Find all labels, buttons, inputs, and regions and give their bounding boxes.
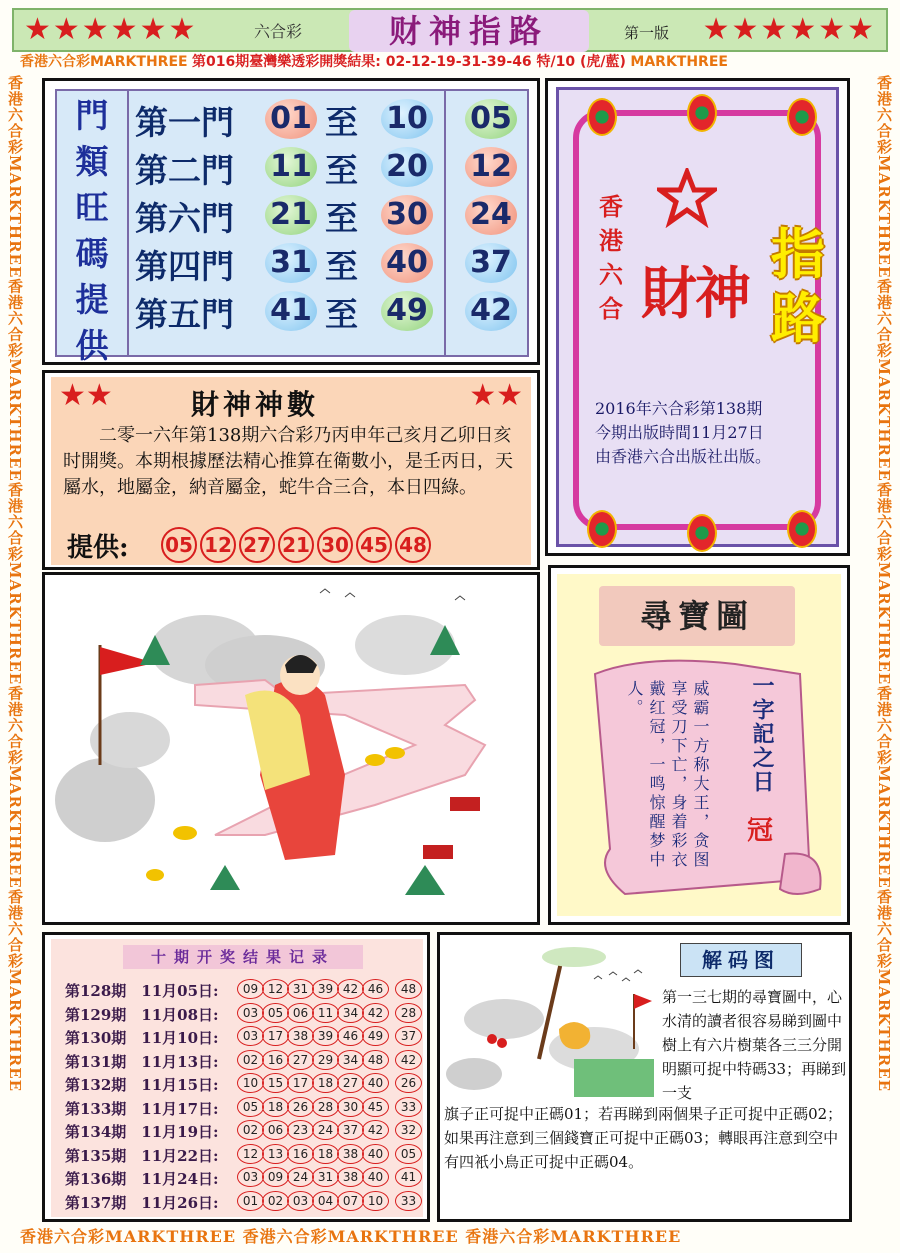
side-strip-right: 香港六合彩MARKTHREE香港六合彩MARKTHREE香港六合彩MARKTHREE香港六合彩MARKTHREE香港六合彩MARKTHREE	[875, 75, 893, 1093]
decode-text-top: 第一三七期的尋寶圖中，心水清的讀者很容易睇到圖中樹上有六片樹葉各三三分開明顯可捉中特碼33；再睇到一支	[662, 988, 847, 1102]
history-number: 16	[287, 1144, 314, 1164]
history-number: 46	[362, 979, 389, 999]
history-number: 12	[237, 1144, 264, 1164]
decode-title: 解码图	[680, 943, 802, 977]
history-number: 27	[287, 1050, 314, 1070]
history-number: 09	[262, 1167, 289, 1187]
gate-pick-ball: 24	[465, 195, 517, 235]
header-bar	[12, 8, 888, 52]
treasure-panel	[548, 565, 850, 925]
decode-text-bottom: 旗子正可捉中正碼01；若再睇到兩個果子正可捉中正碼02；如果再注意到三個錢寶正可捉中正碼03；轉眼再注意到空中有四衹小鳥正可捉中正碼04。	[444, 1105, 843, 1171]
gate-pick-ball: 42	[465, 291, 517, 331]
gate-from-ball: 21	[265, 195, 317, 235]
history-number: 30	[337, 1097, 364, 1117]
history-number: 23	[287, 1120, 314, 1140]
coin-icon	[787, 510, 817, 548]
gate-from-ball: 11	[265, 147, 317, 187]
header-stars-right: ★★★★★★	[702, 12, 876, 47]
history-number: 39	[312, 1026, 339, 1046]
history-row-label: 第130期 11月10日:	[65, 1029, 219, 1047]
history-number: 05	[262, 1003, 289, 1023]
history-number: 12	[262, 979, 289, 999]
history-number: 31	[287, 979, 314, 999]
history-number: 46	[337, 1026, 364, 1046]
bottom-strip: 香港六合彩MARKTHREE 香港六合彩MARKTHREE 香港六合彩MARKTHREE	[20, 1227, 682, 1246]
history-number: 38	[337, 1144, 364, 1164]
coin-icon	[687, 94, 717, 132]
history-number: 02	[237, 1120, 264, 1140]
history-row-label: 第132期 11月15日:	[65, 1076, 219, 1094]
lucky-numbers: 05 12 27 21 30 45 48	[161, 527, 434, 563]
history-number: 24	[312, 1120, 339, 1140]
lucky-title: 財神神數	[191, 388, 320, 421]
history-number: 42	[362, 1003, 389, 1023]
history-special-number: 33	[395, 1191, 422, 1211]
history-number: 18	[312, 1073, 339, 1093]
history-number: 31	[312, 1167, 339, 1187]
history-number: 17	[262, 1026, 289, 1046]
gate-to-ball: 20	[381, 147, 433, 187]
history-number: 39	[312, 979, 339, 999]
history-row	[65, 1165, 425, 1189]
history-row-label: 第135期 11月22日:	[65, 1146, 219, 1165]
gate-from-ball: 41	[265, 291, 317, 331]
gate-pick-ball: 12	[465, 147, 517, 187]
history-row-label: 第134期 11月19日:	[65, 1123, 219, 1141]
gate-row: 第二門 11 至 20 12	[133, 143, 529, 191]
history-number: 05	[237, 1097, 264, 1117]
history-number: 28	[312, 1097, 339, 1117]
history-special-number: 05	[395, 1144, 422, 1164]
strip-tag-right: MARKTHREE	[630, 54, 728, 70]
caishen-poster	[545, 78, 850, 556]
history-number: 38	[287, 1026, 314, 1046]
history-row-label: 第129期 11月08日:	[65, 1005, 219, 1024]
gate-pick-ball: 05	[465, 99, 517, 139]
gate-from-ball: 01	[265, 99, 317, 139]
provide-label: 提供:	[67, 533, 129, 563]
treasure-illustration	[42, 572, 540, 925]
history-row	[65, 1071, 425, 1095]
poster-info: 2016年六合彩第138期 今期出版時間11月27日 由香港六合出版社出版。	[595, 399, 772, 466]
poster-hk-label: 香港六合	[599, 192, 623, 323]
history-number: 49	[362, 1026, 389, 1046]
draw-history-panel	[42, 932, 430, 1222]
history-row	[65, 1048, 425, 1072]
history-number: 40	[362, 1167, 389, 1187]
side-strip-left: 香港六合彩MARKTHREE香港六合彩MARKTHREE香港六合彩MARKTHREE香港六合彩MARKTHREE香港六合彩MARKTHREE	[6, 75, 24, 1093]
history-number: 04	[312, 1191, 339, 1211]
history-number: 40	[362, 1144, 389, 1164]
history-number: 15	[262, 1073, 289, 1093]
history-number: 34	[337, 1003, 364, 1023]
history-number: 29	[312, 1050, 339, 1070]
gate-row: 第五門 41 至 49 42	[133, 287, 529, 335]
history-number: 45	[362, 1097, 389, 1117]
poster-zhilu: 指路	[771, 222, 825, 350]
history-number: 01	[237, 1191, 264, 1211]
history-special-number: 26	[395, 1073, 422, 1093]
history-number: 06	[262, 1120, 289, 1140]
treasure-poem: 威霸一方称大王，贪图享受刀下亡，身着彩衣戴红冠，一鸣惊醒梦中人。	[625, 680, 710, 870]
history-number: 18	[262, 1097, 289, 1117]
header-title: 财神指路	[349, 10, 589, 52]
history-special-number: 37	[395, 1026, 422, 1046]
coin-icon	[787, 98, 817, 136]
history-number: 13	[262, 1144, 289, 1164]
history-number: 40	[362, 1073, 389, 1093]
lucky-description: 二零一六年第138期六合彩乃丙申年己亥月乙卯日亥时開獎。本期根據歷法精心推算在衛數小，是壬丙日，天屬水，地屬金，納音屬金，蛇牛合三合，本日四綠。	[63, 425, 513, 498]
history-row-label: 第136期 11月24日:	[65, 1170, 219, 1188]
history-number: 03	[237, 1026, 264, 1046]
history-special-number: 42	[395, 1050, 422, 1070]
history-number: 10	[362, 1191, 389, 1211]
coin-icon	[587, 510, 617, 548]
riddle-answer: 冠	[747, 816, 774, 846]
decode-illustration	[444, 939, 656, 1099]
stars-left: ★★	[59, 378, 113, 413]
history-number: 16	[262, 1050, 289, 1070]
history-number: 02	[262, 1191, 289, 1211]
history-number: 42	[362, 1120, 389, 1140]
history-number: 03	[237, 1167, 264, 1187]
history-row-label: 第131期 11月13日:	[65, 1052, 219, 1071]
gate-from-ball: 31	[265, 243, 317, 283]
history-row	[65, 1024, 425, 1048]
gate-to-ball: 40	[381, 243, 433, 283]
history-number: 17	[287, 1073, 314, 1093]
poster-caishen: 財神	[641, 261, 749, 327]
gate-pick-ball: 37	[465, 243, 517, 283]
history-number: 06	[287, 1003, 314, 1023]
history-title: 十期开奖结果记录	[123, 945, 363, 969]
history-number: 27	[337, 1073, 364, 1093]
history-number: 24	[287, 1167, 314, 1187]
gate-row: 第四門 31 至 40 37	[133, 239, 529, 287]
draw-result-strip	[20, 52, 880, 72]
strip-tag-left: 香港六合彩MARKTHREE	[20, 54, 188, 70]
decode-panel	[437, 932, 852, 1222]
history-number: 48	[362, 1050, 389, 1070]
stars-right: ★★	[469, 378, 523, 413]
gate-to-ball: 10	[381, 99, 433, 139]
history-row	[65, 1118, 425, 1142]
history-row	[65, 1095, 425, 1119]
history-number: 03	[287, 1191, 314, 1211]
treasure-title: 尋寶圖	[599, 586, 795, 646]
header-stars-left: ★★★★★★	[24, 12, 198, 47]
gates-vertical-title: 門 類 旺 碼 提 供	[57, 91, 129, 355]
taiwan-result-text: 第016期臺灣樂透彩開獎結果: 02-12-19-31-39-46 特/10 (虎/藍)	[192, 54, 626, 70]
history-number: 26	[287, 1097, 314, 1117]
header-lottery-label: 六合彩	[254, 22, 303, 41]
history-row-label: 第133期 11月17日:	[65, 1099, 219, 1118]
history-number: 07	[337, 1191, 364, 1211]
gate-row: 第一門 01 至 10 05	[133, 95, 529, 143]
lucky-number-panel	[42, 370, 540, 570]
landscape-illustration	[45, 575, 537, 922]
history-number: 03	[237, 1003, 264, 1023]
history-row	[65, 1189, 425, 1213]
history-number: 38	[337, 1167, 364, 1187]
red-star-icon	[657, 168, 717, 228]
gate-to-ball: 49	[381, 291, 433, 331]
riddle-label: 一字記之日	[749, 674, 775, 794]
history-number: 37	[337, 1120, 364, 1140]
history-row	[65, 977, 425, 1001]
history-number: 42	[337, 979, 364, 999]
history-special-number: 48	[395, 979, 422, 999]
history-number: 34	[337, 1050, 364, 1070]
history-row-label: 第137期 11月26日:	[65, 1193, 219, 1212]
history-number: 18	[312, 1144, 339, 1164]
history-special-number: 33	[395, 1097, 422, 1117]
history-row	[65, 1001, 425, 1025]
history-number: 10	[237, 1073, 264, 1093]
history-special-number: 28	[395, 1003, 422, 1023]
gates-panel	[42, 78, 540, 365]
history-number: 09	[237, 979, 264, 999]
gate-to-ball: 30	[381, 195, 433, 235]
header-edition: 第一版	[624, 24, 670, 42]
history-row-label: 第128期 11月05日:	[65, 982, 219, 1000]
history-special-number: 32	[395, 1120, 422, 1140]
history-row	[65, 1142, 425, 1166]
history-number: 02	[237, 1050, 264, 1070]
coin-icon	[587, 98, 617, 136]
history-number: 11	[312, 1003, 339, 1023]
coin-icon	[687, 514, 717, 552]
gate-row: 第六門 21 至 30 24	[133, 191, 529, 239]
history-special-number: 41	[395, 1167, 422, 1187]
